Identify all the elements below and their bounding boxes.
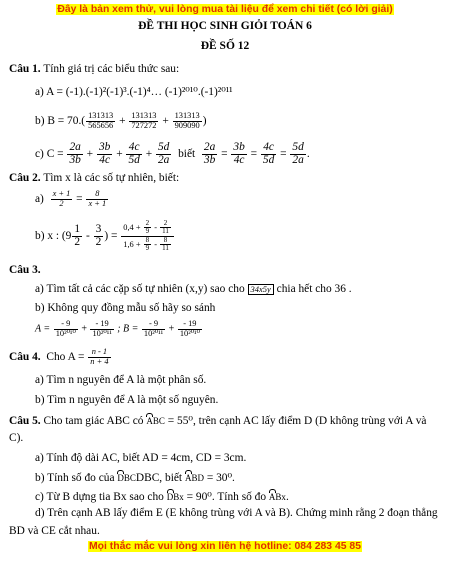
question-1b: b) B = 70.( $\frac{131313}{565656}$ + $\frac{131313}{727272}$ + $\frac{131313}{909090}$ )	[35, 111, 207, 130]
preview-banner: Đây là bản xem thử, vui lòng mua tài liệu để xem chi tiết (có lời giải)	[57, 4, 393, 15]
question-5-intro: Câu 5. Cho tam giác ABC có ABC = 55⁰, trên cạnh AC lấy điểm D (D không trùng với A và	[9, 415, 427, 427]
question-5d-cont: BD và CE cắt nhau.	[9, 525, 100, 537]
question-3b: b) Không quy đồng mẫu số hãy so sánh	[35, 302, 216, 314]
question-3b-expressions: A = $\frac{- 9}{\text{10²⁰¹⁰}}$ + $\frac{- 19}{\text{10²⁰¹¹}}$ ; B = $\frac{- 9}{\text{10²⁰¹¹}}$ + $\frac{- 19}{\text{10²⁰¹⁰}}$	[35, 319, 200, 338]
question-3-label: Câu 3.	[9, 264, 41, 276]
question-2a: a) $\frac{x + 1}{2}$ = $\frac{8}{x + 1}$	[35, 189, 107, 208]
question-4-intro: Câu 4. Cho A = $\frac{n - 1}{n + 4}$	[9, 347, 109, 366]
question-1-intro: Câu 1. Tính giá trị các biểu thức sau:	[9, 63, 180, 75]
hotline-banner: Mọi thắc mắc vui lòng xin liên hệ hotline: 084 283 45 85	[89, 541, 361, 552]
question-1c: c) C = $\frac{2a}{3b}$ + $\frac{3b}{4c}$ + $\frac{4c}{5d}$ + $\frac{5d}{2a}$ biết $\frac{2a}{3b}$ = $\frac{3b}{4c}$ = $\frac{4c}{5d}$ = $\frac{5d}{2a}$ .	[35, 141, 310, 166]
question-5d: d) Trên cạnh AB lấy điểm E (E không trùng với A và B). Chứng minh rằng 2 đoạn thẳng	[35, 507, 438, 519]
question-2b: b) x : (9 $\frac{1}{2}$ - $\frac{3}{2}$ ) = 0,4 + $\frac{2}{9}$ - $\frac{2}{11}$ 1,6 + $\frac{8}{9}$ - $\frac{8}{11}$	[35, 220, 175, 252]
question-4b: b) Tìm n nguyên để A là một số nguyên.	[35, 394, 219, 406]
question-5a: a) Tính độ dài AC, biết AD = 4cm, CD = 3cm.	[35, 452, 247, 464]
exam-subtitle: ĐỀ SỐ 12	[200, 40, 250, 52]
question-4a: a) Tìm n nguyên để A là một phân số.	[35, 374, 207, 386]
question-5c: c) Từ B dựng tia Bx sao cho DBx = 90⁰. Tính số đo ABx.	[35, 491, 289, 503]
question-5b: b) Tính số đo của DBCDBC, biết ABD = 30⁰.	[35, 472, 235, 484]
question-1a: a) A = (-1).(-1)²(-1)³.(-1)⁴… (-1)²⁰¹⁰.(-1)²⁰¹¹	[35, 86, 233, 98]
question-5-intro-cont: C).	[9, 432, 24, 444]
question-3a: a) Tìm tất cả các cặp số tự nhiên (x,y) sao cho 34x5y chia hết cho 36 .	[35, 283, 352, 295]
question-2-intro: Câu 2. Tìm x là các số tự nhiên, biết:	[9, 172, 180, 184]
exam-title: ĐỀ THI HỌC SINH GIỎI TOÁN 6	[138, 20, 312, 32]
